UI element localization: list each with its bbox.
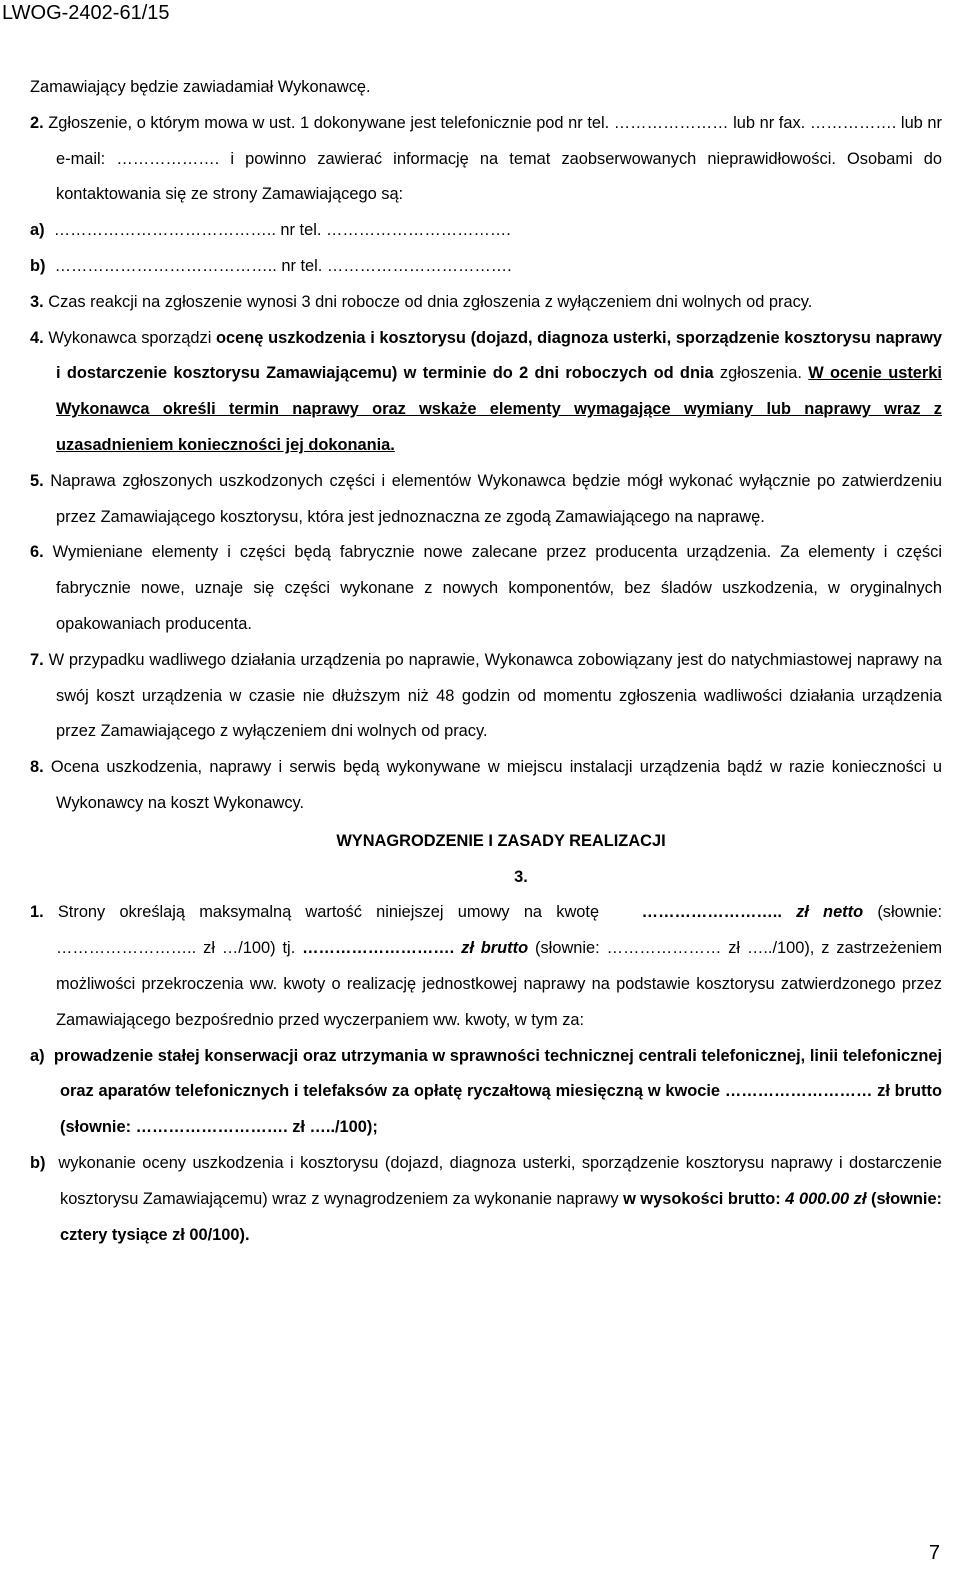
paragraph-8: 8. Ocena uszkodzenia, naprawy i serwis będą wykonywane w miejscu instalacji urządzenia bądź w razie konieczności u Wykonawcy na koszt Wykonawcy. [30,758,942,812]
clause-1b: b) wykonanie oceny uszkodzenia i kosztorysu (dojazd, diagnoza usterki, sporządzenie kosztorysu naprawy i dostarczenie kosztorysu Zamawiającemu) wraz z wynagrodzeniem za wykonanie naprawy w wysokości brutto: 4 000.00 zł (słownie: cztery tysiące zł 00/100). [30,1153,943,1244]
contact-a: a) ………………………………….. nr tel. ……………………………. [30,221,511,240]
section-number: 3. [514,867,528,886]
paragraph-4: 4. Wykonawca sporządzi ocenę uszkodzenia i kosztorysu (dojazd, diagnoza usterki, sporządzenie kosztorysu naprawy i dostarczenie kosztorysu Zamawiającemu) w terminie do 2 dni roboczych od dnia zgłoszenia. W ocenie usterki Wykonawca określi termin naprawy oraz wskaże elementy wymagające wymiany lub naprawy wraz z uzasadnieniem konieczności jej dokonania. [30,328,943,454]
document-body [30,70,942,1253]
contact-b: b) ………………………………….. nr tel. ……………………………. [30,256,512,275]
paragraph-2: 2. Zgłoszenie, o którym mowa w ust. 1 dokonywane jest telefonicznie pod nr tel. ………………… lub nr fax. ……………. lub nr e-mail: ………………. i powinno zawierać informację na temat zaobserwowanych nieprawidłowości. Osobami do kontaktowania się ze strony Zamawiającego są: [30,113,942,204]
page-header [0,0,960,44]
paragraph-7: 7. W przypadku wadliwego działania urządzenia po naprawie, Wykonawca zobowiązany jest do natychmiastowej naprawy na swój koszt urządzenia w czasie nie dłuższym niż 48 godzin od momentu zgłoszenia wadliwości działania urządzenia przez Zamawiającego z wyłączeniem dni wolnych od pracy. [30,650,942,741]
document-id: LWOG-2402-61/15 [2,2,170,24]
paragraph-6: 6. Wymieniane elementy i części będą fabrycznie nowe zalecane przez producenta urządzenia. Za elementy i części fabrycznie nowe, uznaje się części wykonane z nowych komponentów, bez śladów uszkodzenia, w oryginalnych opakowaniach producenta. [30,543,942,633]
section-heading: WYNAGRODZENIE I ZASADY REALIZACJI [336,831,666,850]
clause-1a: a) prowadzenie stałej konserwacji oraz utrzymania w sprawności technicznej centrali telefonicznej, linii telefonicznej oraz aparatów telefonicznych i telefaksów za opłatę ryczałtową miesięczną w kwocie ……………………… zł brutto (słownie: ………………………. zł …../100); [30,1046,943,1137]
clause-1: 1. Strony określają maksymalną wartość niniejszej umowy na kwotę …………………….. zł netto (słownie: …………………….. zł …/100) tj. ………………………. zł brutto (słownie: ………………… zł …../100), z zastrzeżeniem możliwości przekroczenia ww. kwoty o realizację jednostkowej naprawy na podstawie kosztorysu zatwierdzonego przez Zamawiającego bezpośrednio przed wyczerpaniem ww. kwoty, w tym za: [30,903,943,1029]
intro-paragraph: Zamawiający będzie zawiadamiał Wykonawcę. [30,78,371,96]
page-number: 7 [928,1542,940,1564]
paragraph-5: 5. Naprawa zgłoszonych uszkodzonych części i elementów Wykonawca będzie mógł wykonać wyłącznie po zatwierdzeniu przez Zamawiającego kosztorysu, która jest jednoznaczna ze zgodą Zamawiającego na naprawę. [30,471,942,526]
paragraph-3: 3. Czas reakcji na zgłoszenie wynosi 3 dni robocze od dnia zgłoszenia z wyłączeniem dni wolnych od pracy. [30,292,813,311]
